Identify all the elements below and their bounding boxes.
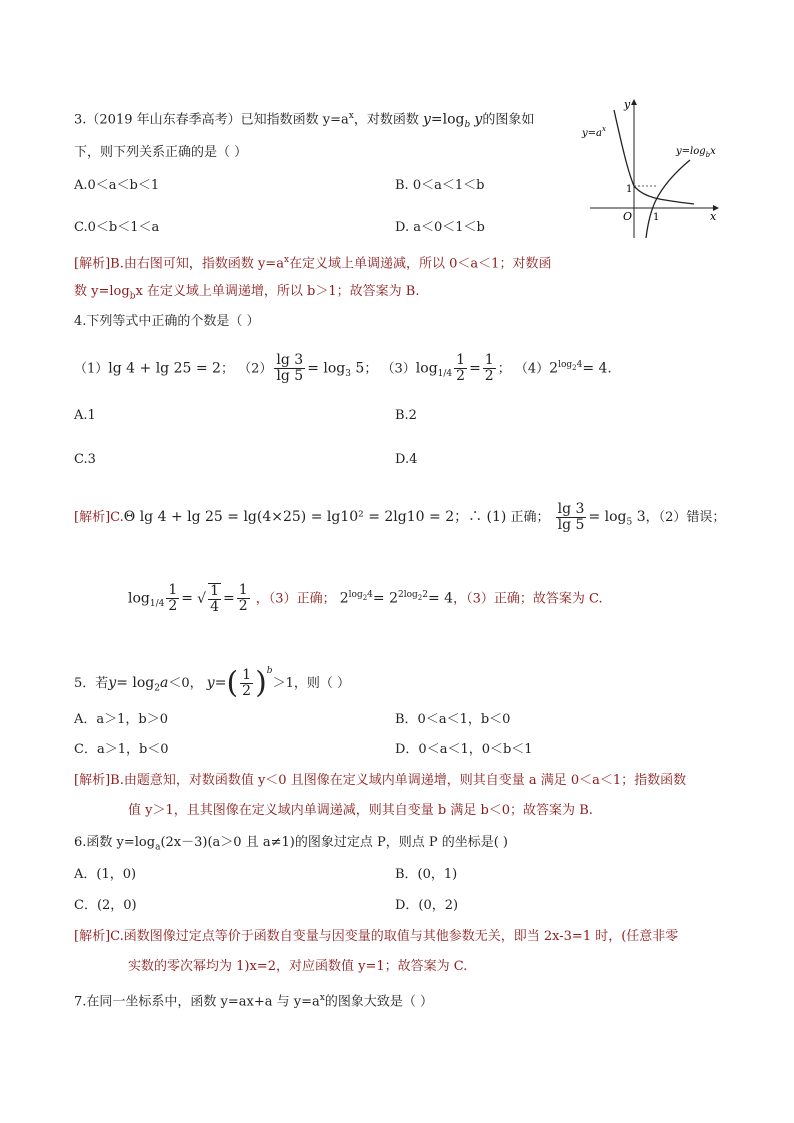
q4-sol2-eq4: = 4: [428, 590, 454, 607]
q5-eq2: =: [214, 675, 227, 691]
q4-sol2-log: log: [128, 590, 150, 607]
q4-option-b: B.2: [395, 408, 417, 423]
q4-sol2-eq: =: [181, 590, 194, 607]
q5-fd: 2: [242, 683, 252, 699]
q4-sol2-pow2-sup: 2log: [398, 590, 418, 600]
q3-stem-line2: 下，则下列关系正确的是（ ）: [74, 145, 248, 160]
q3-math-b: b: [464, 119, 471, 130]
q4-sep3: ；: [497, 361, 511, 377]
q4-e4-num: （4）: [514, 361, 550, 377]
q3-mid: ，对数函数: [353, 112, 419, 128]
q5-option-d: D．0＜a＜1，0＜b＜1: [395, 742, 533, 757]
q4-sol2-sub: 1/4: [149, 598, 165, 609]
q4-e2-num: （2）: [238, 361, 273, 377]
q4-e1: lg 4 + lg 25 = 2: [108, 360, 221, 377]
q5-fraction: [240, 668, 253, 699]
q4-sol2-fd: 2: [168, 598, 178, 615]
q4-sol-c: ；∴ (1): [454, 509, 507, 525]
q5-gt: ＞1，则（ ）: [272, 676, 350, 691]
q4-sol-fraction: [556, 502, 587, 533]
q4-e4-sup-sub: 2: [572, 363, 577, 372]
q6-solution-line2: 实数的零次幂均为 1)x=2，对应函数值 y=1；故答案为 C.: [128, 959, 468, 974]
q5-sup-b: b: [266, 666, 273, 676]
q3-sol1-pre: [解析]B.由右图可知，指数函数 y=a: [74, 256, 284, 272]
x-one-label: 1: [653, 212, 660, 223]
q6-title-post: (2x－3)(a＞0 且 a≠1)的图象过定点 P，则点 P 的坐标是( ): [160, 835, 508, 850]
q4-option-a: A.1: [74, 408, 96, 423]
y-axis-label: y: [624, 98, 631, 111]
q4-sol2-pow-end: 4: [367, 590, 373, 600]
q6-stem: [74, 835, 508, 856]
q4-e4-base: 2: [549, 360, 559, 377]
q5-option-c: C．a＞1，b＜0: [74, 742, 169, 757]
q4-sol-wrong: ，（2）错误；: [645, 510, 726, 525]
q4-e3-sub: 1/4: [437, 368, 453, 379]
q4-sol-fnum: lg 3: [557, 501, 585, 517]
q7-stem: [74, 990, 433, 1010]
q5-lt: ＜0，: [168, 676, 203, 691]
q4-e2-end: 5: [350, 360, 365, 377]
q4-sol2-eq3: = 2: [372, 590, 398, 607]
q4-e3-frac2: [483, 353, 496, 384]
exp-label: $y=a^x$: [582, 125, 606, 139]
q5-option-a: A．a＞1，b＞0: [74, 712, 169, 727]
q4-sol2-pow-sup: log: [348, 590, 363, 600]
q4-sol-sub: 5: [626, 517, 633, 528]
q4-e3-eq: =: [469, 360, 481, 377]
q7-title-post: 的图象大致是（ ）: [324, 994, 433, 1010]
q3-option-a: A.0＜a＜b＜1: [74, 178, 160, 193]
q4-sol2-pow2-sub: 2: [417, 593, 423, 602]
q4-e3-f2n: 1: [484, 352, 494, 369]
q3-math-eq: =: [430, 111, 443, 128]
q4-sol2-pow-sub: 2: [362, 593, 368, 602]
q5-sub1: 2: [154, 683, 160, 694]
q4-sol2-tail: ，（3）正确；故答案为 C.: [453, 591, 603, 607]
x-axis-label: x: [710, 210, 717, 223]
q4-sol-fden: lg 5: [557, 517, 585, 533]
q3-option-c: C.0＜b＜1＜a: [74, 220, 160, 235]
q5-fn: 1: [242, 667, 252, 683]
q4-sol2-rn: 1: [238, 582, 248, 599]
q3-tail: 的图象如: [482, 112, 535, 128]
q6-title-pre: 6.函数 y=log: [74, 835, 156, 850]
q6-option-b: B．(0，1): [395, 867, 458, 882]
q4-sol2-rd: 2: [238, 598, 248, 615]
q3-math-y: y: [422, 111, 431, 128]
q4-solution-line1: [74, 496, 725, 544]
q4-e2-fden: lg 5: [276, 368, 304, 385]
q4-equations: [74, 344, 612, 395]
q4-sol2-frac2: [237, 583, 250, 614]
q4-sol2-frac1: [166, 583, 179, 614]
q4-option-d: D.4: [395, 452, 418, 467]
q3-solution-line1: [74, 252, 551, 272]
q3-stem: [74, 108, 534, 133]
q4-sep1: ；: [220, 361, 234, 377]
q5-stem: [74, 650, 350, 710]
q3-function-graph: [578, 96, 724, 242]
q5-solution-line1: [解析]B.由题意知，对数函数值 y＜0 且图像在定义域内单调递增，则其自变量 a 满足 0＜a＜1；指数函数: [74, 773, 687, 788]
q3-sol1-post: 在定义域上单调递减，所以 0＜a＜1；对数函: [289, 256, 552, 272]
q4-e4-sup: log: [558, 360, 573, 370]
q6-option-c: C．(2，0): [74, 898, 137, 913]
q4-sol2-ok3: ，（3）正确；: [255, 591, 336, 607]
q3-solution-line2: [74, 284, 419, 305]
q4-sol-pre: [解析]C.: [74, 510, 124, 525]
q3-math-arg: y: [474, 111, 483, 128]
q4-e3-num: （3）: [381, 361, 416, 377]
q4-sol2-pow: 2: [339, 590, 349, 607]
q6-option-d: D．(0，2): [395, 898, 459, 913]
q4-e4-rhs: = 4: [582, 360, 608, 377]
q4-sol2-sqrt: √ $\frac{1}{4}$: [197, 582, 219, 615]
y-one-label: 1: [626, 184, 633, 195]
q4-sol2-eq2: =: [223, 590, 235, 607]
q4-e3-f1d: 2: [456, 368, 466, 385]
q4-e3-f1n: 1: [456, 352, 466, 369]
q7-title-pre: 7.在同一坐标系中，函数 y=ax+a 与 y=a: [74, 994, 320, 1010]
q7-title-sup: x: [319, 993, 325, 1003]
q3-sol2-sub: b: [129, 291, 136, 302]
q5-y2: y: [206, 675, 215, 691]
q4-e3-frac1: [454, 353, 467, 384]
q4-option-c: C.3: [74, 452, 96, 467]
q4-sol-math: Θ lg 4 + lg 25 = lg(4×25) = lg10² = 2lg10 = 2: [123, 509, 455, 525]
q3-math-log: log: [442, 111, 465, 128]
q4-sol-ok1: 正确；: [506, 510, 550, 525]
q5-solution-line2: 值 y＞1，且其图像在定义域内单调递减，则其自变量 b 满足 b＜0；故答案为 B.: [128, 803, 593, 818]
q4-sol2-sqd: 4: [210, 598, 219, 615]
q6-solution-line1: [解析]C.函数图像过定点等价于函数自变量与因变量的取值与其他参数无关，即当 2x-3=1 时，(任意非零: [74, 929, 679, 944]
log-curve: [646, 160, 690, 238]
q5-eq1: = log: [116, 675, 155, 691]
q3-sol2-pre: 数 y=log: [74, 284, 130, 299]
q4-e1-num: （1）: [74, 361, 109, 377]
origin-label: O: [623, 210, 633, 223]
q6-option-a: A．(1，0): [74, 867, 137, 882]
q5-left-paren: (: [226, 665, 239, 701]
q4-sol2-sqn: 1: [210, 582, 219, 599]
q3-sol1-sup: x: [283, 255, 290, 265]
q4-sol2-sqrt-frac: [208, 583, 221, 615]
q4-e3-log: log: [415, 360, 438, 377]
q4-solution-line2: [128, 574, 603, 625]
q4-e3-f2d: 2: [484, 368, 494, 385]
q3-intro-sup: x: [348, 111, 354, 121]
q3-option-d: D. a＜0＜1＜b: [395, 220, 485, 235]
q4-e4-sup-end: 4: [576, 360, 583, 370]
q4-sol-rhs: = log: [588, 509, 627, 525]
q4-title: 4.下列等式中正确的个数是（ ）: [74, 314, 260, 329]
q5-a: a: [160, 675, 169, 691]
q5-option-b: B．0＜a＜1，b＜0: [395, 712, 511, 727]
q5-right-paren: ): [255, 665, 267, 701]
log-label: $y=\log_bx$: [676, 146, 716, 159]
q3-sol2-post: x 在定义域上单调递增，所以 b＞1；故答案为 B.: [135, 284, 420, 299]
q4-e2-sub: 3: [345, 368, 351, 379]
q4-sol-rhs2: 3: [632, 509, 646, 525]
q3-intro: 3.（2019 年山东春季高考）已知指数函数 y=a: [74, 112, 349, 128]
q5-y1: y: [108, 675, 117, 691]
q4-sep2: ；: [364, 361, 378, 377]
q4-e2-fraction: [274, 353, 305, 384]
q4-sol2-pow2-end: 2: [422, 590, 428, 600]
q4-e2-fnum: lg 3: [276, 352, 304, 369]
q5-lead: 5．若: [74, 676, 109, 691]
q3-option-b: B. 0＜a＜1＜b: [395, 178, 485, 193]
q6-title-sub: a: [155, 842, 161, 853]
q4-e4-end: .: [607, 361, 612, 377]
q4-e2-rhs: = log: [307, 360, 346, 377]
q4-sol2-fn: 1: [168, 582, 178, 599]
